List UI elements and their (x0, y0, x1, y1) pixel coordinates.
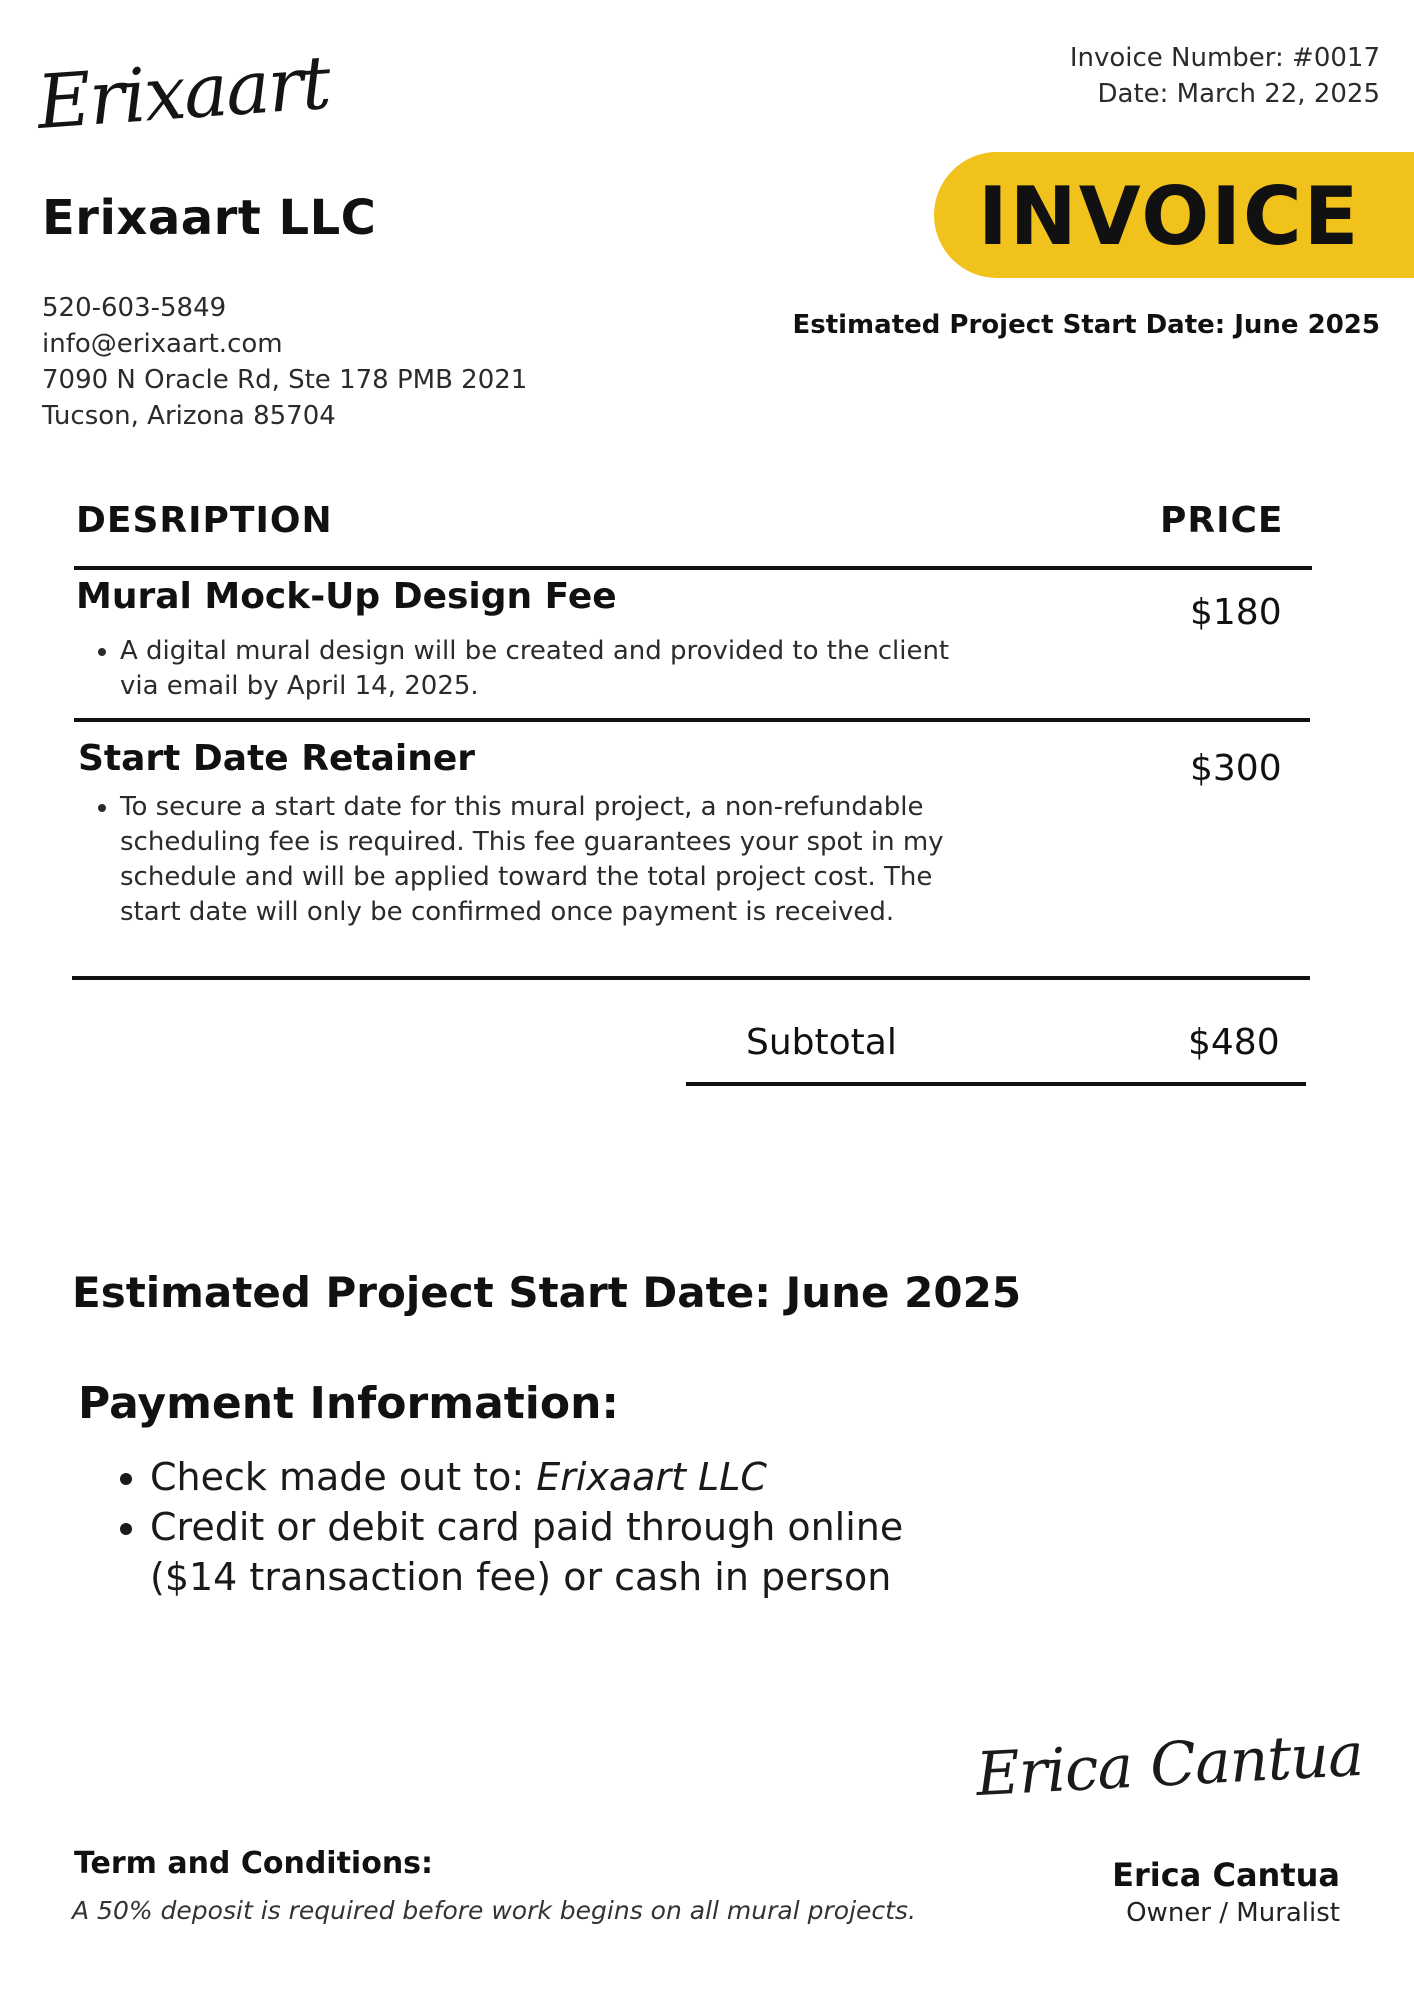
item-divider (74, 718, 1310, 722)
item-description (72, 634, 972, 704)
company-name: Erixaart LLC (42, 190, 377, 246)
payment-list (80, 1452, 980, 1602)
item-title: Mural Mock-Up Design Fee (76, 576, 617, 617)
item-price: $180 (1190, 592, 1282, 633)
item-bullet: • A digital mural design will be created and provided to the client via email by April 14, 2025. (120, 634, 972, 704)
contact-address-line1: 7090 N Oracle Rd, Ste 178 PMB 2021 (42, 365, 528, 395)
item-bullet: • To secure a start date for this mural project, a non-refundable scheduling fee is required. This fee guarantees your spot in my schedule and will be applied toward the total project cost. The start date will only be confirmed once payment is received. (120, 790, 972, 930)
signature-script: Erica Cantua (974, 1719, 1365, 1811)
subtotal-label: Subtotal (746, 1022, 897, 1063)
logo-script: Erixaart (34, 39, 332, 146)
header-rule (74, 566, 1312, 570)
payment-item-card: • Credit or debit card paid through online ($14 transaction fee) or cash in person (150, 1502, 980, 1602)
contact-email: info@erixaart.com (42, 329, 283, 359)
estimated-start-top: Estimated Project Start Date: June 2025 (792, 310, 1380, 340)
column-header-description: DESRIPTION (76, 500, 333, 541)
payment-item-check (150, 1452, 980, 1502)
terms-title: Term and Conditions: (74, 1846, 434, 1881)
item-description (72, 790, 972, 930)
invoice-title: INVOICE (978, 170, 1361, 263)
payment-check-prefix: Check made out to: (150, 1455, 537, 1499)
estimated-start-bottom: Estimated Project Start Date: June 2025 (72, 1268, 1022, 1317)
invoice-number: Invoice Number: #0017 (1069, 43, 1380, 73)
contact-phone: 520-603-5849 (42, 293, 227, 323)
terms-text: A 50% deposit is required before work begins on all mural projects. (72, 1896, 916, 1925)
column-header-price: PRICE (1160, 500, 1284, 541)
table-bottom-rule (72, 976, 1310, 980)
item-price: $300 (1190, 748, 1282, 789)
invoice-date: Date: March 22, 2025 (1097, 79, 1380, 109)
contact-block (42, 290, 527, 434)
signer-role: Owner / Muralist (1126, 1898, 1340, 1928)
subtotal-rule (686, 1082, 1306, 1086)
signer-name: Erica Cantua (1112, 1856, 1340, 1894)
subtotal-value: $480 (1188, 1022, 1280, 1063)
payment-check-payee: Erixaart LLC (536, 1455, 767, 1499)
invoice-meta (1070, 40, 1380, 112)
contact-address-line2: Tucson, Arizona 85704 (42, 401, 336, 431)
payment-title: Payment Information: (78, 1378, 620, 1429)
item-title: Start Date Retainer (78, 738, 476, 779)
